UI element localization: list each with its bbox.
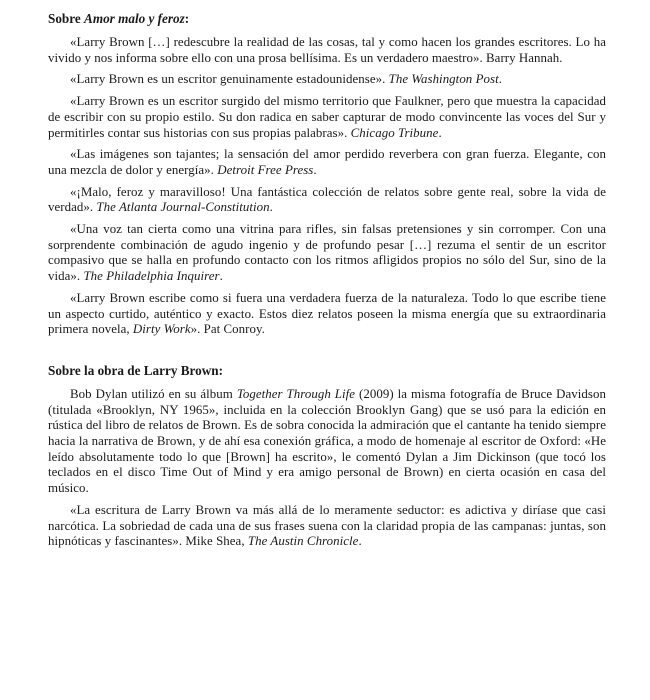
review-quote-philadelphia: «Una voz tan cierta como una vitrina para rifles, sin falsas pretensiones y sin corromper. Con una sorprendente combinación de agudo ingenio y de profundo pesar […] rezuma el sentir de un escritor compasivo que se halla en profundo contacto con los ritmos afligidos propios no sólo del Sur, sino de la vida». The Philadelphia Inquirer.	[48, 222, 606, 284]
book-title: Dirty Work	[132, 322, 191, 337]
section-heading-amor-malo	[48, 10, 606, 27]
quote-source: The Austin Chronicle	[247, 534, 359, 549]
heading-prefix: Sobre	[48, 11, 85, 26]
quote-source: The Washington Post	[388, 72, 499, 87]
quote-source: Detroit Free Press	[217, 162, 314, 177]
review-quote-hannah: «Larry Brown […] redescubre la realidad de las cosas, tal y como hacen los grandes escritores. Lo ha vivido y nos informa sobre ello con una prosa bellísima. Es un verdadero maestro». Barry Hannah.	[48, 35, 606, 65]
quote-source: The Philadelphia Inquirer	[83, 269, 220, 284]
album-title: Together Through Life	[236, 386, 356, 401]
quote-source: The Atlanta Journal-Constitution	[96, 200, 270, 215]
review-quote-atlanta: «¡Malo, feroz y maravilloso! Una fantástica colección de relatos sobre gente real, sobre la vida de verdad». The Atlanta Journal-Constitution.	[48, 184, 606, 215]
paragraph-dylan: Bob Dylan utilizó en su álbum Together Through Life (2009) la misma fotografía de Bruce Davidson (titulada «Brooklyn, NY 1965», incluida en la colección Brooklyn Gang) que se usó para la edición en rústica del libro de relatos de Brown. Es de sobra conocida la admiración que el cantante ha tenido siempre hacia la narrativa de Brown, y de ahí esa conexión gráfica, a modo de homenaje al escritor de Oxford: «He leído absolutamente todo lo que [Brown] ha escrito», le comentó Dylan a Jim Dickinson (que tocó los teclados en el disco Time Out of Mind y era amigo personal de Brown) en cierta ocasión en casa del músico.	[48, 386, 606, 496]
review-quote-detroit-free-press: «Las imágenes son tajantes; la sensación del amor perdido reverbera con gran fuerza. Elegante, con una mezcla de dolor y energía». Detroit Free Press.	[48, 147, 606, 177]
quote-source: Chicago Tribune	[350, 125, 439, 140]
review-quote-chicago-tribune: «Larry Brown es un escritor surgido del mismo territorio que Faulkner, pero que muestra la capacidad de escribir con su propio estilo. Su don radica en saber capturar de modo convincente las voces del Sur y permitirles contar sus historias con sus propias palabras». Chicago Tribune.	[48, 94, 606, 140]
review-quote-washington-post: «Larry Brown es un escritor genuinamente estadounidense». The Washington Post.	[70, 72, 502, 87]
section-heading-obra: Sobre la obra de Larry Brown:	[48, 362, 223, 378]
heading-suffix: :	[184, 11, 190, 26]
review-quote-shea: «La escritura de Larry Brown va más allá de lo meramente seductor: es adictiva y diríase que casi narcótica. La sobriedad de cada una de sus frases suena con la claridad propia de las campanas: juntas, son hipnóticas y fascinantes». Mike Shea, The Austin Chronicle.	[48, 502, 606, 549]
review-quote-conroy: «Larry Brown escribe como si fuera una verdadera fuerza de la naturaleza. Todo lo que escribe tiene un aspecto curtido, auténtico y exacto. Estos diez relatos poseen la misma energía que su extraordinaria primera novela, Dirty Work». Pat Conroy.	[48, 290, 606, 337]
heading-book-title: Amor malo y feroz	[84, 11, 185, 26]
